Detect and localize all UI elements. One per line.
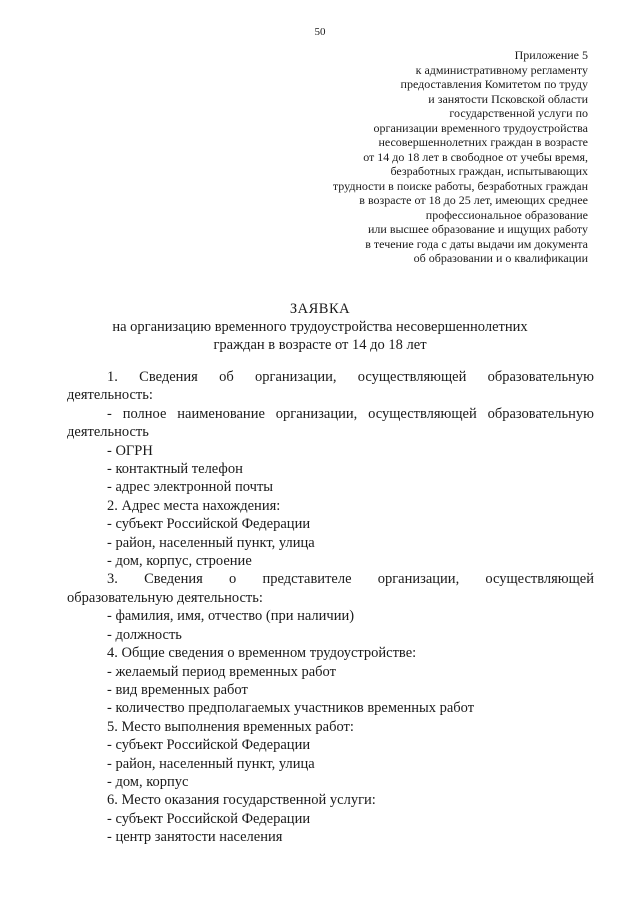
- document-subtitle: [0, 318, 640, 354]
- form-field: - район, населенный пункт, улица: [107, 534, 315, 551]
- body-line: деятельность: [67, 424, 149, 441]
- appendix-line: в течение года с даты выдачи им документа: [365, 236, 588, 251]
- subtitle-line: на организацию временного трудоустройства несовершеннолетних: [112, 319, 528, 335]
- appendix-line: предоставления Комитетом по труду: [400, 77, 588, 91]
- form-field: - адрес электронной почты: [107, 479, 274, 496]
- page-number: 50: [314, 26, 326, 38]
- appendix-header: [288, 48, 588, 266]
- body-line: деятельность:: [67, 387, 153, 404]
- appendix-line: и занятости Псковской области: [428, 91, 588, 106]
- form-field: - контактный телефон: [107, 461, 243, 478]
- form-field: - ОГРН: [107, 442, 153, 459]
- appendix-line: профессиональное образование: [425, 207, 588, 222]
- appendix-line: организации временного трудоустройства: [373, 120, 588, 135]
- form-field: - дом, корпус: [107, 773, 189, 790]
- appendix-line: трудности в поиске работы, безработных граждан: [332, 178, 588, 193]
- section-heading-employment: 4. Общие сведения о временном трудоустройстве:: [107, 645, 417, 662]
- form-field: - дом, корпус, строение: [107, 553, 252, 570]
- title-block: [0, 300, 640, 354]
- appendix-line: от 14 до 18 лет в свободное от учебы время,: [363, 149, 588, 164]
- form-field: - количество предполагаемых участников временных работ: [107, 700, 475, 717]
- application-form-body: [67, 368, 594, 847]
- section-heading-address: 2. Адрес места нахождения:: [107, 497, 281, 514]
- section-heading-organization: 1. Сведения об организации, осуществляющей образовательную: [107, 369, 594, 385]
- appendix-line: в возрасте от 18 до 25 лет, имеющих среднее: [359, 193, 588, 207]
- appendix-line: к административному регламенту: [415, 62, 588, 77]
- form-field: - субъект Российской Федерации: [107, 516, 311, 533]
- form-field: - центр занятости населения: [107, 829, 283, 846]
- section-heading-representative: 3. Сведения о представителе организации, осуществляющей: [107, 571, 594, 588]
- form-field: - субъект Российской Федерации: [107, 737, 311, 754]
- document-title: ЗАЯВКА: [289, 301, 351, 317]
- form-field: - район, населенный пункт, улица: [107, 755, 315, 772]
- appendix-line: об образовании и о квалификации: [413, 251, 588, 265]
- appendix-line: государственной услуги по: [449, 106, 588, 120]
- form-field: - должность: [107, 626, 182, 643]
- form-field: - фамилия, имя, отчество (при наличии): [107, 608, 355, 625]
- form-field: - полное наименование организации, осуществляющей образовательную: [107, 405, 594, 422]
- section-heading-service-location: 6. Место оказания государственной услуги:: [107, 792, 376, 809]
- form-field: - желаемый период временных работ: [107, 663, 336, 680]
- form-field: - субъект Российской Федерации: [107, 810, 311, 827]
- appendix-line: Приложение 5: [514, 48, 588, 62]
- subtitle-line: граждан в возрасте от 14 до 18 лет: [213, 337, 427, 353]
- section-heading-work-location: 5. Место выполнения временных работ:: [107, 718, 354, 735]
- form-field: - вид временных работ: [107, 681, 248, 698]
- body-line: образовательную деятельность:: [67, 589, 263, 606]
- appendix-line: безработных граждан, испытывающих: [390, 164, 588, 178]
- appendix-line: несовершеннолетних граждан в возрасте: [378, 135, 588, 149]
- appendix-line: или высшее образование и ищущих работу: [368, 222, 588, 236]
